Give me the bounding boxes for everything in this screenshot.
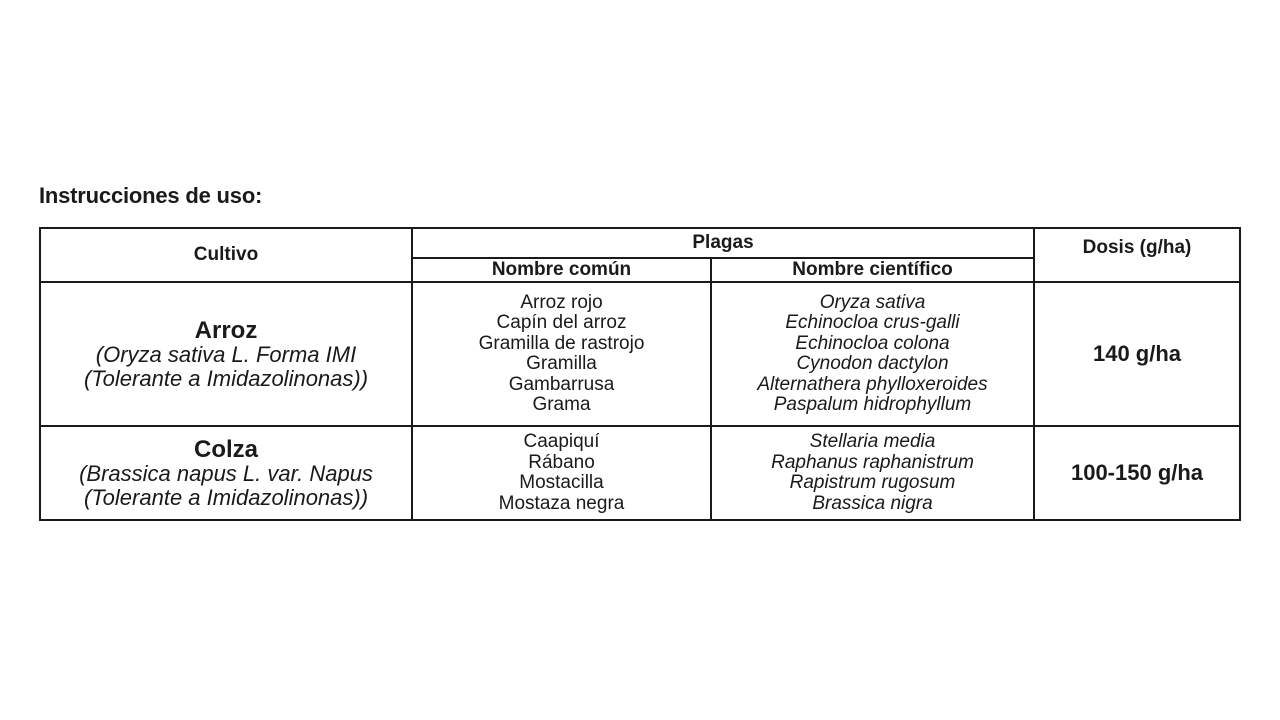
common-name: Capín del arroz [496,312,627,333]
dose-value: 100-150 g/ha [1034,426,1240,520]
common-names-cell [412,282,711,426]
dose-value: 140 g/ha [1034,282,1240,426]
scientific-name: Oryza sativa [819,291,926,313]
scientific-name: Brassica nigra [812,492,933,514]
scientific-name: Echinocloa colona [795,332,950,354]
header-cultivo: Cultivo [40,228,412,282]
common-name: Mostaza negra [498,492,625,514]
crop-scientific-line: (Tolerante a Imidazolinonas)) [83,484,369,510]
common-name: Mostacilla [519,472,604,493]
common-name: Gambarrusa [508,373,615,395]
section-title: Instrucciones de uso: [39,183,263,208]
table-row [40,426,1240,520]
common-name: Grama [532,394,591,415]
common-name: Rábano [528,451,595,473]
scientific-name: Cynodon dactylon [796,353,949,374]
table-row [40,282,1240,426]
header-plagas: Plagas [412,228,1034,258]
crop-name: Colza [193,435,258,463]
common-name: Gramilla [526,353,597,374]
crop-scientific-line: (Oryza sativa L. Forma IMI [95,341,357,367]
crop-scientific-line: (Brassica napus L. var. Napus [79,460,373,486]
scientific-name: Paspalum hidrophyllum [773,394,972,415]
instructions-table [39,227,1241,521]
crop-scientific-line: (Tolerante a Imidazolinonas)) [83,365,369,391]
crop-cell [40,282,412,426]
header-nombre-cientifico: Nombre científico [711,258,1034,282]
common-names-cell [412,426,711,520]
header-dosis: Dosis (g/ha) [1034,228,1240,282]
scientific-names-cell [711,426,1034,520]
scientific-name: Raphanus raphanistrum [771,451,974,473]
header-nombre-comun: Nombre común [412,258,711,282]
common-name: Caapiquí [523,431,600,452]
scientific-name: Alternathera phylloxeroides [757,373,988,395]
scientific-name: Rapistrum rugosum [789,472,956,493]
crop-name: Arroz [194,316,258,344]
scientific-names-cell [711,282,1034,426]
scientific-name: Echinocloa crus-galli [785,312,960,333]
crop-cell [40,426,412,520]
scientific-name: Stellaria media [809,431,936,452]
common-name: Gramilla de rastrojo [478,332,645,354]
common-name: Arroz rojo [520,291,603,313]
